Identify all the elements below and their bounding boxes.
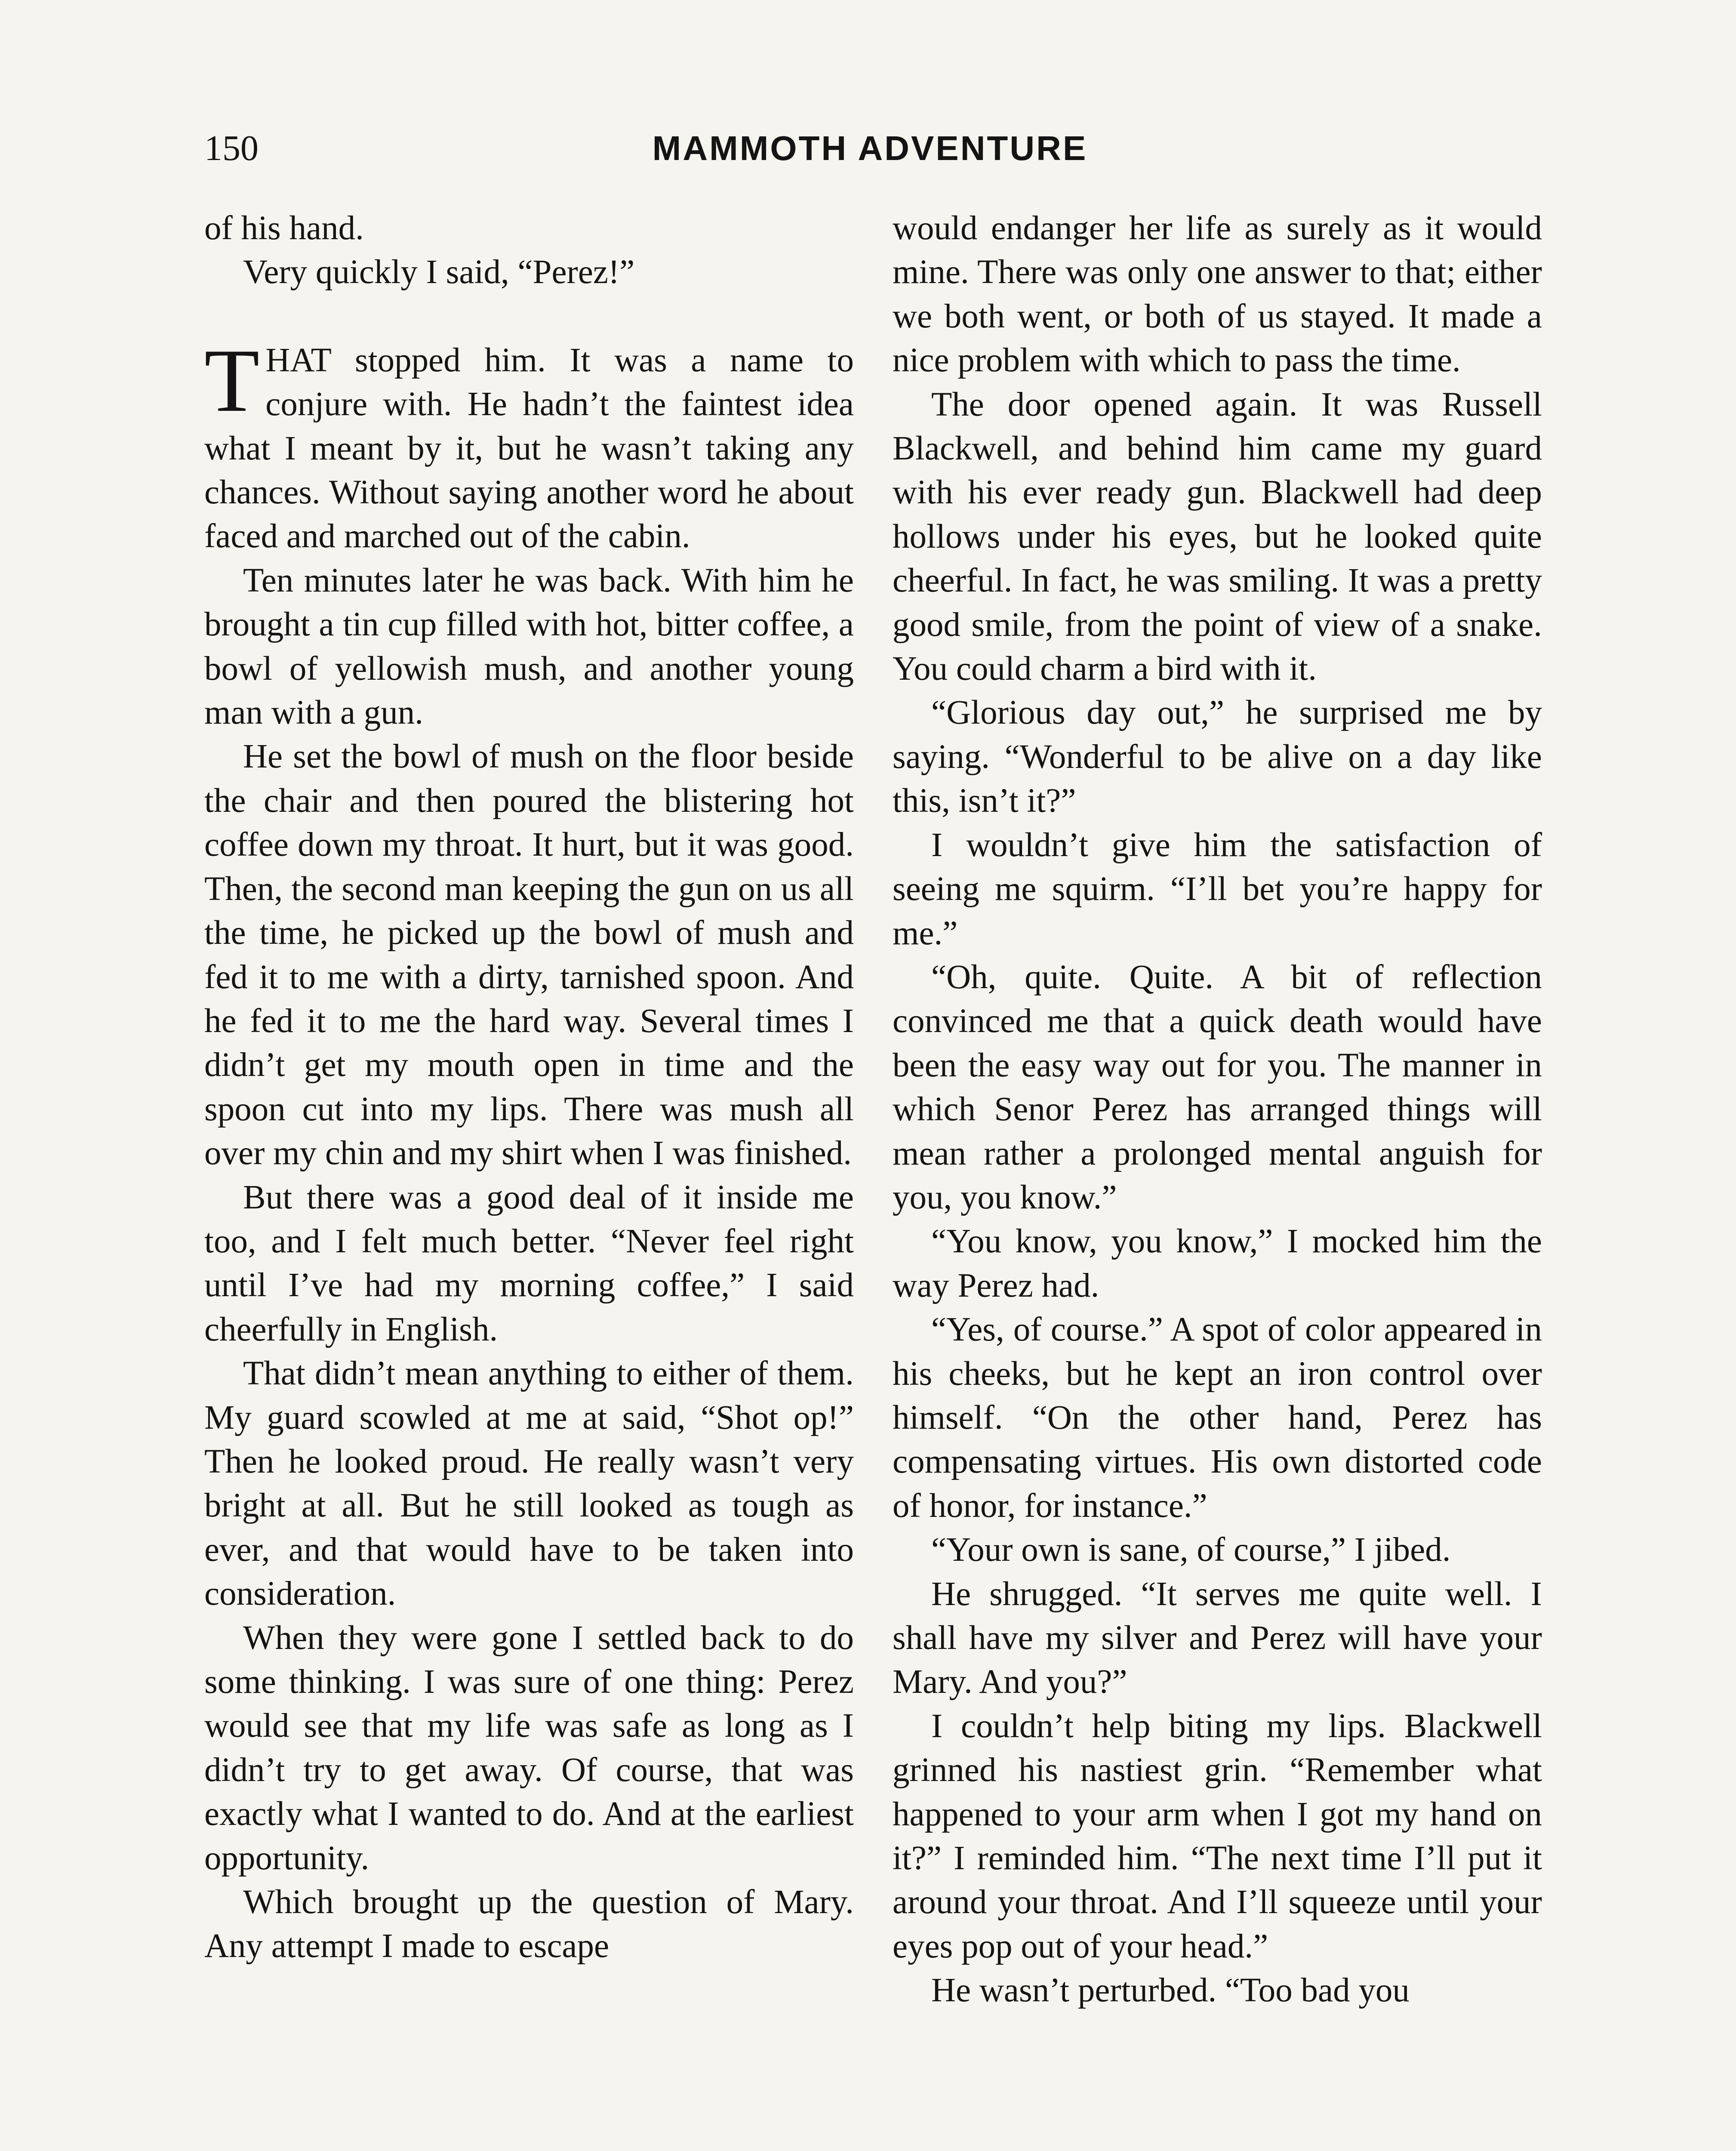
paragraph: “Your own is sane, of course,” I jibed.	[931, 1531, 1451, 1569]
paragraph: When they were gone I settled back to do some thinking. I was sure of one thing: Perez would see that my life was safe as long as I didn’t try to get away. Of course, that was exactly what I wanted to do. And at the earliest opportunity.	[204, 1619, 854, 1877]
page-header	[204, 125, 1536, 181]
paragraph: Ten minutes later he was back. With him he brought a tin cup filled with hot, bitter coffee, a bowl of yellowish mush, and another young man with a gun.	[204, 561, 854, 732]
paragraph: “Oh, quite. Quite. A bit of reflection convinced me that a quick death would have been the easy way out for you. The manner in which Senor Perez has arranged things will mean rather a prolonged mental anguish for you, you know.”	[893, 958, 1542, 1216]
paragraph: But there was a good deal of it inside me too, and I felt much better. “Never feel right until I’ve had my morning coffee,” I said cheerfully in English.	[204, 1178, 854, 1348]
paragraph: That didn’t mean anything to either of them. My guard scowled at me at said, “Shot op!” Then he looked proud. He really wasn’t very bright at all. But he still looked as tough as ever, and that would have to be taken into consideration.	[204, 1355, 854, 1613]
paragraph: He set the bowl of mush on the floor beside the chair and then poured the blistering hot coffee down my throat. It hurt, but it was good. Then, the second man keeping the gun on us all the time, he picked up the bowl of mush and fed it to me with a dirty, tarnished spoon. And he fed it to me the hard way. Several times I didn’t get my mouth open in time and the spoon cut into my lips. There was mush all over my chin and my shirt when I was finished.	[204, 738, 854, 1172]
right-column	[893, 206, 1542, 2013]
paragraph: I couldn’t help biting my lips. Blackwell grinned his nastiest grin. “Remember what happened to your arm when I got my hand on it?” I reminded him. “The next time I’ll put it around your throat. And I’ll squeeze until your eyes pop out of your head.”	[893, 1707, 1542, 1965]
paragraph: The door opened again. It was Russell Blackwell, and behind him came my guard with his ever ready gun. Blackwell had deep hollows under his eyes, but he looked quite cheerful. In fact, he was smiling. It was a pretty good smile, from the point of view of a snake. You could charm a bird with it.	[893, 385, 1542, 688]
paragraph: He wasn’t perturbed. “Too bad you	[931, 1972, 1410, 2009]
paragraph: “Glorious day out,” he surprised me by saying. “Wonderful to be alive on a day like this, isn’t it?”	[893, 694, 1542, 820]
section-opening-paragraph	[204, 330, 854, 559]
paragraph: I wouldn’t give him the satisfaction of seeing me squirm. “I’ll bet you’re happy for me.”	[893, 826, 1542, 952]
paragraph: “Yes, of course.” A spot of color appeared in his cheeks, but he kept an iron control over himself. “On the other hand, Perez has compensating virtues. His own distorted code of honor, for instance.”	[893, 1311, 1542, 1525]
paragraph: Very quickly I said, “Perez!”	[243, 253, 635, 291]
paragraph: Which brought up the question of Mary. Any attempt I made to escape	[204, 1883, 854, 1965]
page-number: 150	[204, 128, 259, 168]
paragraph: would endanger her life as surely as it would mine. There was only one answer to that; either we both went, or both of us stayed. It made a nice problem with which to pass the time.	[893, 210, 1542, 379]
paragraph: He shrugged. “It serves me quite well. I shall have my silver and Perez will have your Mary. And you?”	[893, 1575, 1542, 1701]
drop-cap: T	[204, 330, 260, 431]
paragraph-text: HAT stopped him. It was a name to conjure with. He hadn’t the faintest idea what I meant by it, but he wasn’t taking any chances. Without saying another word he about faced and marched out of the cabin.	[204, 341, 854, 555]
left-column	[204, 206, 854, 1969]
paragraph: “You know, you know,” I mocked him the way Perez had.	[893, 1223, 1542, 1304]
running-head: MAMMOTH ADVENTURE	[652, 129, 1088, 167]
paragraph: of his hand.	[204, 210, 364, 247]
